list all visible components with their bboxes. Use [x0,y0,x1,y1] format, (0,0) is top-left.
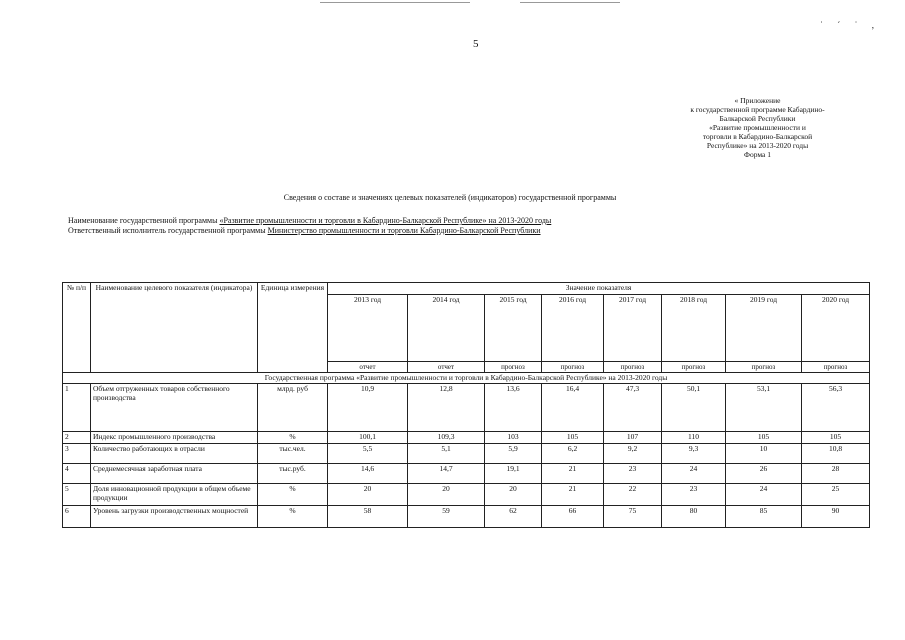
row-value: 12,8 [408,384,485,432]
row-value: 20 [408,483,485,505]
row-value: 105 [542,432,604,444]
status-label: прогноз [726,361,802,372]
row-value: 20 [485,483,542,505]
program-row [63,372,870,384]
row-value: 80 [662,505,726,527]
row-value: 75 [604,505,662,527]
scan-marks: ˙ ´ ˙ , [820,20,880,30]
row-num: 6 [63,505,91,527]
header-value: Значение показателя [328,283,870,295]
appendix-block [660,96,855,159]
year-header: 2017 год [604,294,662,361]
row-name: Количество работающих в отрасли [91,443,258,463]
year-header: 2018 год [662,294,726,361]
row-name: Уровень загрузки производственных мощностей [91,505,258,527]
scan-artifact-line [520,2,620,3]
row-unit: % [258,505,328,527]
appendix-line: «Развитие промышленности и [709,123,806,132]
page-number: 5 [473,38,479,50]
row-value: 28 [802,463,870,483]
row-value: 24 [662,463,726,483]
program-prefix: Наименование государственной программы [68,216,220,225]
row-value: 47,3 [604,384,662,432]
year-header: 2016 год [542,294,604,361]
row-value: 21 [542,483,604,505]
row-num: 1 [63,384,91,432]
row-name: Объем отгруженных товаров собственного производства [91,384,258,432]
row-value: 58 [328,505,408,527]
table-row [63,432,870,444]
table-row [63,483,870,505]
row-value: 10,8 [802,443,870,463]
row-value: 110 [662,432,726,444]
row-num: 2 [63,432,91,444]
row-value: 50,1 [662,384,726,432]
year-header: 2015 год [485,294,542,361]
executor-prefix: Ответственный исполнитель государственной программы [68,226,268,235]
row-value: 10,9 [328,384,408,432]
row-value: 5,9 [485,443,542,463]
row-value: 14,7 [408,463,485,483]
appendix-line: Форма 1 [744,150,771,159]
row-name: Среднемесячная заработная плата [91,463,258,483]
row-value: 21 [542,463,604,483]
scan-artifact-line [320,2,470,3]
year-header: 2014 год [408,294,485,361]
appendix-line: « Приложение [734,96,781,105]
status-label: отчет [408,361,485,372]
status-label: прогноз [604,361,662,372]
status-label: прогноз [802,361,870,372]
document-title: Сведения о составе и значениях целевых показателей (индикаторов) государственной программы [283,193,617,202]
appendix-line: к государственной программе Кабардино- [690,105,825,114]
status-label: прогноз [662,361,726,372]
row-value: 16,4 [542,384,604,432]
row-value: 56,3 [802,384,870,432]
row-value: 13,6 [485,384,542,432]
row-value: 62 [485,505,542,527]
row-value: 25 [802,483,870,505]
row-unit: тыс.руб. [258,463,328,483]
row-value: 14,6 [328,463,408,483]
row-value: 9,2 [604,443,662,463]
year-header: 2019 год [726,294,802,361]
program-name: «Развитие промышленности и торговли в Кабардино-Балкарской Республике» на 2013-2020 годы [219,216,552,225]
table-row [63,505,870,527]
row-value: 19,1 [485,463,542,483]
row-unit: % [258,432,328,444]
row-value: 103 [485,432,542,444]
year-header: 2020 год [802,294,870,361]
table-row [63,384,870,432]
row-name: Индекс промышленного производства [91,432,258,444]
row-value: 109,3 [408,432,485,444]
row-value: 22 [604,483,662,505]
row-value: 20 [328,483,408,505]
year-header: 2013 год [328,294,408,361]
program-name-line [68,216,551,225]
header-row [63,283,870,295]
row-num: 5 [63,483,91,505]
row-value: 9,3 [662,443,726,463]
row-value: 66 [542,505,604,527]
appendix-line: торговли в Кабардино-Балкарской [702,132,813,141]
row-value: 5,1 [408,443,485,463]
row-name: Доля инновационной продукции в общем объеме продукции [91,483,258,505]
row-value: 53,1 [726,384,802,432]
header-num: № п/п [63,283,91,373]
row-value: 100,1 [328,432,408,444]
appendix-line: Республике» на 2013-2020 годы [706,141,809,150]
status-label: отчет [328,361,408,372]
header-unit: Единица измерения [258,283,328,373]
indicators-table [62,282,870,528]
executor-line [68,226,541,235]
row-value: 24 [726,483,802,505]
appendix-line: Балкарской Республики [719,114,796,123]
row-value: 59 [408,505,485,527]
row-unit: % [258,483,328,505]
program-row-label: Государственная программа «Развитие промышленности и торговли в Кабардино-Балкарской Республике» на 2013-2020 годы [63,372,870,384]
row-num: 4 [63,463,91,483]
row-value: 6,2 [542,443,604,463]
row-value: 23 [662,483,726,505]
row-value: 107 [604,432,662,444]
row-num: 3 [63,443,91,463]
row-value: 5,5 [328,443,408,463]
row-value: 90 [802,505,870,527]
row-value: 105 [802,432,870,444]
row-value: 23 [604,463,662,483]
row-value: 105 [726,432,802,444]
table-row [63,443,870,463]
table-row [63,463,870,483]
row-value: 85 [726,505,802,527]
row-value: 26 [726,463,802,483]
header-name: Наименование целевого показателя (индикатора) [91,283,258,373]
executor-name: Министерство промышленности и торговли Кабардино-Балкарской Республики [267,226,541,235]
row-unit: млрд. руб [258,384,328,432]
status-label: прогноз [485,361,542,372]
status-label: прогноз [542,361,604,372]
row-unit: тыс.чел. [258,443,328,463]
row-value: 10 [726,443,802,463]
